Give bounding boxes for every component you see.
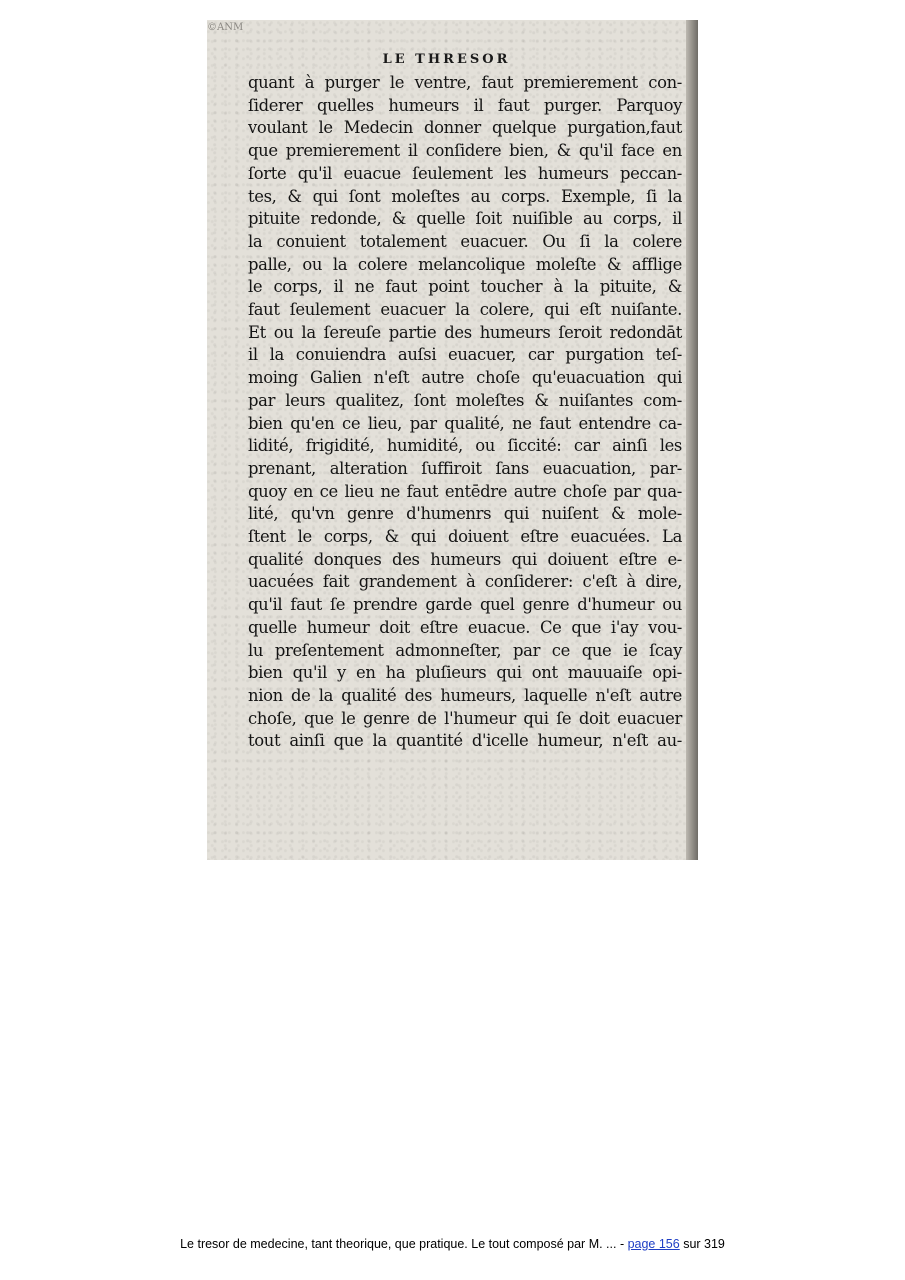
caption-page-total: sur 319 (679, 1237, 725, 1251)
text-line: faut ſeulement euacuer la colere, qui eſt nuiſante. (248, 300, 682, 320)
watermark: ©ANM (207, 22, 244, 33)
text-line: bien qu'il y en ha pluſieurs qui ont mauuaiſe opi- (248, 663, 682, 683)
text-line: qu'il faut ſe prendre garde quel genre d'humeur ou (248, 595, 682, 615)
text-line: par leurs qualitez, ſont moleſtes & nuiſantes com- (248, 390, 682, 410)
text-line: bien qu'en ce lieu, par qualité, ne faut entendre ca- (248, 413, 682, 433)
text-line: prenant, alteration ſuffiroit ſans euacuation, par- (248, 458, 682, 478)
text-line: nion de la qualité des humeurs, laquelle n'eſt autre (248, 685, 682, 705)
text-line: tes, & qui ſont moleſtes au corps. Exemple, ſi la (248, 186, 682, 206)
text-line: lité, qu'vn genre d'humenrs qui nuiſent & mole- (248, 504, 682, 524)
scanned-page (207, 20, 698, 860)
text-line: moing Galien n'eſt autre choſe qu'euacuation qui (248, 368, 682, 388)
text-line: qualité donques des humeurs qui doiuent eſtre e- (248, 549, 682, 569)
page-text (248, 72, 682, 753)
running-head: LE THRESOR (382, 52, 511, 67)
text-line: palle, ou la colere melancolique moleſte & afflige (248, 254, 682, 274)
text-line: ſtent le corps, & qui doiuent eſtre euacuées. La (248, 527, 682, 547)
text-line: le corps, il ne faut point toucher à la pituite, & (248, 277, 682, 297)
text-line: ſiderer quelles humeurs il faut purger. Parquoy (248, 95, 682, 115)
text-line: il la conuiendra auſsi euacuer, car purgation teſ- (248, 345, 682, 365)
text-line: lu preſentement admonneſter, par ce que ie ſcay (248, 640, 682, 660)
text-line: ſorte qu'il euacue ſeulement les humeurs peccan- (248, 163, 682, 183)
caption-title: Le tresor de medecine, tant theorique, que pratique. Le tout composé par M. ... - (180, 1237, 628, 1251)
text-line: quoy en ce lieu ne faut entēdre autre choſe par qua- (248, 481, 682, 501)
page-link[interactable]: page 156 (627, 1237, 680, 1251)
text-line: quant à purger le ventre, faut premierement con- (248, 73, 682, 92)
text-line: pituite redonde, & quelle ſoit nuiſible au corps, il (248, 209, 682, 229)
text-line: lidité, frigidité, humidité, ou ſiccité: car ainſi les (248, 436, 682, 456)
document-caption (0, 1237, 905, 1251)
text-line: que premierement il conſidere bien, & qu'il face en (248, 141, 682, 161)
text-line: la conuient totalement euacuer. Ou ſi la colere (248, 231, 682, 251)
text-line: voulant le Medecin donner quelque purgation,faut (248, 118, 682, 138)
text-line: uacuées fait grandement à conſiderer: c'eſt à dire, (248, 572, 682, 592)
text-line: quelle humeur doit eſtre euacue. Ce que i'ay vou- (248, 617, 682, 637)
text-line: choſe, que le genre de l'humeur qui ſe doit euacuer (248, 708, 682, 728)
text-line: Et ou la ſereuſe partie des humeurs ſeroit redondāt (248, 322, 682, 342)
text-line: tout ainſi que la quantité d'icelle humeur, n'eſt au- (248, 731, 682, 751)
